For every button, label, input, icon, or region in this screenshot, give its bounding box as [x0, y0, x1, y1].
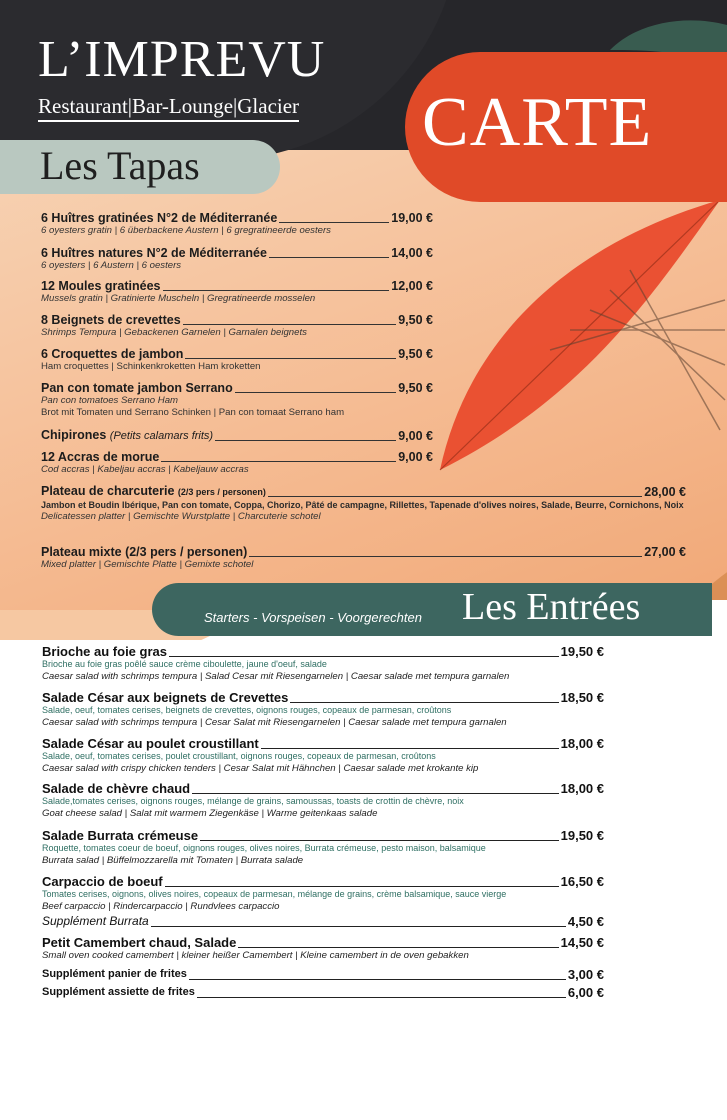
- item-price: 9,50 €: [398, 347, 433, 361]
- menu-item: [41, 450, 433, 476]
- item-name: 8 Beignets de crevettes: [41, 313, 181, 327]
- carte-title: CARTE: [422, 84, 653, 161]
- menu-item: [41, 211, 433, 237]
- item-price: 27,00 €: [644, 545, 686, 559]
- menu-item: [41, 313, 433, 339]
- item-name: Petit Camembert chaud, Salade: [42, 935, 237, 950]
- item-name: 6 Croquettes de jambon: [41, 347, 184, 361]
- item-note: (2/3 pers / personen): [177, 487, 266, 497]
- item-price: 19,00 €: [391, 211, 433, 225]
- menu-item: [42, 781, 604, 819]
- item-name: Salade de chèvre chaud: [42, 781, 191, 796]
- item-translation: Caesar salad with schrimps tempura | Salad Cesar mit Riesengarnelen | Caesar salade met tempura garnalen: [42, 670, 510, 682]
- item-price: 19,50 €: [560, 828, 604, 843]
- item-price: 18,50 €: [560, 690, 604, 705]
- item-price: 4,50 €: [567, 914, 604, 929]
- item-description: Roquette, tomates coeur de boeuf, oignons rouges, olives noires, Burrata crémeuse, pesto maison, balsamique: [42, 843, 486, 853]
- item-price: 14,50 €: [560, 935, 604, 950]
- item-description: Salade, oeuf, tomates cerises, beignets de crevettes, oignons rouges, copeaux de parmesan, croûtons: [42, 705, 452, 715]
- item-price: 12,00 €: [391, 279, 433, 293]
- item-price: 6,00 €: [567, 985, 604, 1000]
- item-description: Salade,tomates cerises, oignons rouges, mélange de grains, samoussas, toasts de crottin de chèvre, noix: [42, 796, 464, 806]
- menu-item: [42, 874, 604, 912]
- menu-item: [41, 428, 433, 443]
- item-name: Pan con tomate jambon Serrano: [41, 381, 233, 395]
- item-translation: Burrata salad | Büffelmozzarella mit Tomaten | Burrata salade: [42, 854, 304, 866]
- entrees-subtitle: Starters - Vorspeisen - Voorgerechten: [204, 610, 422, 625]
- menu-item: [42, 644, 604, 682]
- item-translation: Delicatessen platter | Gemischte Wurstplatte | Charcuterie schotel: [41, 511, 321, 522]
- item-price: 19,50 €: [560, 644, 604, 659]
- item-name: 12 Moules gratinées: [41, 279, 161, 293]
- brand-subtitle: Restaurant|Bar-Lounge|Glacier: [38, 95, 299, 122]
- item-name: Salade César au poulet croustillant: [42, 736, 259, 751]
- item-translation: Goat cheese salad | Salat mit warmem Ziegenkäse | Warme geitenkaas salade: [42, 807, 378, 819]
- item-translation: Mussels gratin | Gratinierte Muscheln | Gregratineerde mosselen: [41, 293, 316, 304]
- item-translation: Shrimps Tempura | Gebackenen Garnelen | Garnalen beignets: [41, 327, 307, 338]
- item-name: Plateau mixte (2/3 pers / personen): [41, 545, 248, 559]
- tapas-title: Les Tapas: [40, 143, 200, 188]
- item-price: 9,50 €: [398, 381, 433, 395]
- item-description: Brioche au foie gras poêlé sauce crème ciboulette, jaune d'oeuf, salade: [42, 659, 327, 669]
- item-price: 9,00 €: [398, 429, 433, 443]
- item-price: 18,00 €: [560, 781, 604, 796]
- item-translation: Brot mit Tomaten und Serrano Schinken | Pan con tomaat Serrano ham: [41, 407, 345, 418]
- item-translation: Pan con tomatoes Serrano Ham: [41, 395, 179, 406]
- menu-item: [41, 246, 433, 272]
- menu-item: [41, 545, 686, 571]
- item-translation: Ham croquettes | Schinkenkroketten Ham kroketten: [41, 361, 261, 372]
- item-price: 9,00 €: [398, 450, 433, 464]
- item-price: 3,00 €: [567, 967, 604, 982]
- item-translation: Beef carpaccio | Rindercarpaccio | Rundvlees carpaccio: [42, 900, 280, 912]
- item-name: Salade Burrata crémeuse: [42, 828, 199, 843]
- item-translation: Cod accras | Kabeljau accras | Kabeljauw accras: [41, 464, 249, 475]
- item-name: Plateau de charcuterie: [41, 484, 175, 498]
- menu-item: [41, 484, 686, 523]
- menu-item: [42, 690, 604, 728]
- item-price: 14,00 €: [391, 246, 433, 260]
- item-translation: 6 oyesters gratin | 6 überbackene Austern | 6 gregratineerde oesters: [41, 225, 331, 236]
- menu-item: [41, 279, 433, 305]
- item-name: Supplément panier de frites: [42, 968, 187, 980]
- menu-item: [42, 985, 604, 1000]
- menu-item: [42, 736, 604, 774]
- item-price: 16,50 €: [560, 874, 604, 889]
- item-description: Tomates cerises, oignons, olives noires, copeaux de parmesan, mélange de grains, crème balsamique, sauce vierge: [42, 889, 507, 899]
- item-name: Carpaccio de boeuf: [42, 874, 163, 889]
- menu-item: [41, 381, 433, 419]
- menu-item: [42, 828, 604, 866]
- item-translation: 6 oyesters | 6 Austern | 6 oesters: [41, 260, 182, 271]
- item-name: 6 Huîtres natures N°2 de Méditerranée: [41, 246, 267, 260]
- menu-item: [42, 935, 604, 962]
- item-price: 28,00 €: [644, 485, 686, 499]
- item-name: Supplément Burrata: [42, 914, 149, 928]
- brand-title: L’IMPREVU: [38, 31, 326, 88]
- menu-item: [42, 914, 604, 929]
- item-name: 6 Huîtres gratinées N°2 de Méditerranée: [41, 211, 278, 225]
- item-price: 18,00 €: [560, 736, 604, 751]
- item-translation: Caesar salad with schrimps tempura | Cesar Salat mit Riesengarnelen | Caesar salade met tempura garnalen: [42, 716, 507, 728]
- item-name: Brioche au foie gras: [42, 644, 167, 659]
- item-note: (Petits calamars frits): [109, 430, 214, 442]
- item-price: 9,50 €: [398, 313, 433, 327]
- entrees-title: Les Entrées: [462, 586, 641, 628]
- menu-item: [41, 347, 433, 373]
- item-translation: Caesar salad with crispy chicken tenders | Cesar Salat mit Hähnchen | Caesar salade met krokante kip: [42, 762, 479, 774]
- item-translation: Mixed platter | Gemischte Platte | Gemixte schotel: [41, 559, 254, 570]
- item-description: Jambon et Boudin Ibérique, Pan con tomate, Coppa, Chorizo, Pâté de campagne, Rillettes, Tapenade d'olives noires, Salade, Beurre, Cornichons, Noix: [41, 500, 684, 510]
- item-name: Chipirones: [41, 428, 107, 442]
- item-name: Supplément assiette de frites: [42, 986, 195, 998]
- item-description: Salade, oeuf, tomates cerises, poulet croustillant, oignons rouges, copeaux de parmesan, croûtons: [42, 751, 436, 761]
- item-name: Salade César aux beignets de Crevettes: [42, 690, 289, 705]
- item-translation: Small oven cooked camembert | kleiner heißer Camembert | Kleine camembert in de oven gebakken: [42, 950, 469, 961]
- palm-leaf-decoration: [430, 180, 727, 480]
- item-name: 12 Accras de morue: [41, 450, 160, 464]
- menu-item: [42, 967, 604, 982]
